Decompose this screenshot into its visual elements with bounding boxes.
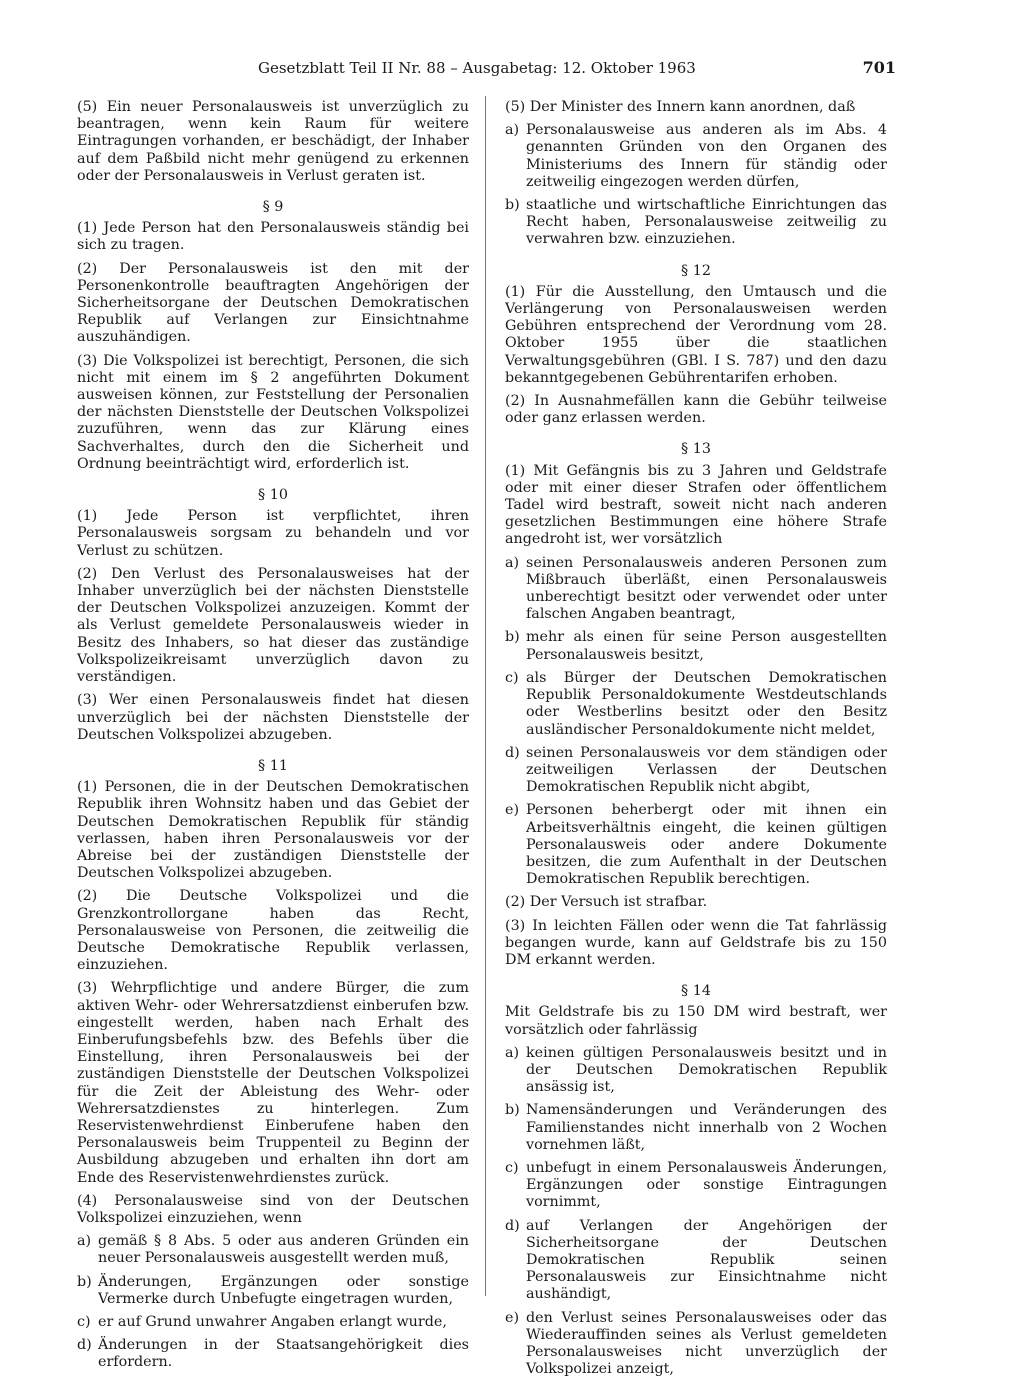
section-heading: § 14	[681, 983, 711, 1000]
paragraph: (1) Für die Ausstellung, den Umtausch und die Verlängerung von Personalausweisen werden Gebühren entsprechend der Verordnung vom 28. Oktober 1955 über die staatlichen Verwaltungsgebühren (GBl. I S. 787) und den dazu bekanntgegebenen Gebührentarifen erhoben.	[505, 283, 887, 386]
item-list	[77, 1233, 469, 1371]
list-item	[505, 1310, 887, 1379]
paragraph: (5) Ein neuer Personalausweis ist unverzüglich zu beantragen, wenn kein Raum für weitere Eintragungen vorhanden, er beschädigt, der Inhaber auf dem Paßbild nicht mehr genügend zu erkennen oder der Personalausweis in Verlust geraten ist.	[77, 99, 469, 184]
item-label: a)	[505, 554, 520, 571]
item-label: c)	[77, 1314, 91, 1330]
item-label: d)	[505, 744, 520, 761]
item-label: b)	[505, 629, 520, 646]
list-item	[505, 1045, 887, 1097]
item-text: Personen beherbergt oder mit ihnen ein Arbeitsverhältnis eingeht, die keinen gültigen Personalausweis oder andere Dokumente besitzen, die zum Aufenthalt in der Deutschen Demokratischen Republik berechtigen.	[526, 802, 887, 888]
list-item	[77, 1274, 469, 1308]
item-label: b)	[505, 1102, 520, 1119]
list-item	[505, 670, 887, 739]
item-label: b)	[77, 1273, 92, 1290]
list-item	[77, 1314, 469, 1331]
list-item	[505, 629, 887, 663]
paragraph: (2) In Ausnahmefällen kann die Gebühr teilweise oder ganz erlassen werden.	[505, 393, 887, 427]
item-text: mehr als einen für seine Person ausgestellten Personalausweis besitzt,	[526, 629, 887, 663]
paragraph: (5) Der Minister des Innern kann anordnen, daß	[505, 99, 856, 115]
paragraph: (2) Den Verlust des Personalausweises hat der Inhaber unverzüglich bei der nächsten Dienststelle der Deutschen Volkspolizei anzuzeigen. Kommt der als Verlust gemeldete Personalausweis wieder in Besitz des Inhabers, so hat dieser das zuständige Volkspolizeikreisamt unverzüglich davon zu verständigen.	[77, 565, 469, 686]
left-column	[77, 97, 469, 1378]
list-item	[505, 122, 887, 191]
paragraph: (2) Die Deutsche Volkspolizei und die Grenzkontrollorgane haben das Recht, Personalausweise von Personen, die zeitweilig die Deutsche Demokratische Republik verlassen, einzuziehen.	[77, 888, 469, 974]
list-item	[505, 802, 887, 888]
item-label: d)	[77, 1337, 92, 1354]
section-heading: § 13	[681, 441, 711, 458]
paragraph: (3) Wer einen Personalausweis findet hat diesen unverzüglich bei der nächsten Dienststelle der Deutschen Volkspolizei abzugeben.	[77, 692, 469, 743]
item-text: seinen Personalausweis anderen Personen zum Mißbrauch überläßt, einen Personalausweis unberechtigt besitzt oder verwendet oder unter falschen Angaben beantragt,	[526, 554, 887, 623]
column-divider	[485, 96, 486, 1296]
item-list	[505, 122, 887, 248]
paragraph: (3) In leichten Fällen oder wenn die Tat fahrlässig begangen wurde, kann auf Geldstrafe bis zu 150 DM erkannt werden.	[505, 917, 887, 968]
item-text: unbefugt in einem Personalausweis Änderungen, Ergänzungen oder sonstige Eintragungen vornimmt,	[526, 1159, 887, 1211]
paragraph: (3) Die Volkspolizei ist berechtigt, Personen, die sich nicht mit einem im § 2 angeführten Dokument ausweisen können, zur Feststellung der Personalien der nächsten Dienststelle der Deutschen Volkspolizei zuzuführen, wenn das zur Klärung eines Sachverhaltes, durch den die Sicherheit und Ordnung beeinträchtigt wird, erforderlich ist.	[77, 352, 469, 472]
list-item	[505, 555, 887, 624]
item-text: den Verlust seines Personalausweises oder das Wiederauffinden seines als Verlust gemeldeten Personalausweises nicht unverzüglich der Volkspolizei anzeigt,	[526, 1309, 887, 1378]
item-text: Änderungen in der Staatsangehörigkeit dies erfordern.	[98, 1337, 469, 1371]
item-label: c)	[505, 1159, 519, 1176]
list-item	[505, 1160, 887, 1212]
item-label: e)	[505, 802, 520, 819]
item-list	[505, 555, 887, 889]
paragraph: (3) Wehrpflichtige und andere Bürger, die zum aktiven Wehr- oder Wehrersatzdienst einberufen bzw. eingestellt werden, haben nach Erhalt des Einberufungsbefehls bzw. des Befehls über die Einstellung, ihren Personalausweis bei der zuständigen Dienststelle der Deutschen Volkspolizei für die Zeit der Ableistung des Wehr- oder Wehrersatzdienstes zu hinterlegen. Zum Reservistenwehrdienst Einberufene haben den Personalausweis beim Truppenteil zu Beginn der Ausbildung abzugeben und erhalten ihn dort am Ende des Reservistenwehrdienstes zurück.	[77, 980, 469, 1186]
item-label: b)	[505, 197, 520, 214]
list-item	[505, 745, 887, 797]
item-label: e)	[505, 1309, 520, 1326]
paragraph: (1) Personen, die in der Deutschen Demokratischen Republik ihren Wohnsitz haben und das Gebiet der Deutschen Demokratischen Republik für ständig verlassen, haben ihren Personalausweis vor der Abreise bei der zuständigen Dienststelle der Deutschen Volkspolizei abzugeben.	[77, 779, 469, 882]
item-text: Namensänderungen und Veränderungen des Familienstandes nicht innerhalb von 2 Wochen vornehmen läßt,	[526, 1102, 887, 1153]
item-label: a)	[77, 1233, 92, 1250]
item-text: seinen Personalausweis vor dem ständigen oder zeitweiligen Verlassen der Deutschen Demokratischen Republik nicht abgibt,	[526, 744, 887, 796]
item-label: d)	[505, 1217, 520, 1234]
item-list	[505, 1045, 887, 1379]
list-item	[77, 1337, 469, 1371]
item-text: gemäß § 8 Abs. 5 oder aus anderen Gründen ein neuer Personalausweis ausgestellt werden muß,	[98, 1233, 469, 1267]
paragraph: (1) Jede Person ist verpflichtet, ihren Personalausweis sorgsam zu behandeln und vor Verlust zu schützen.	[77, 508, 469, 559]
item-text: er auf Grund unwahrer Angaben erlangt wurde,	[98, 1314, 447, 1330]
item-text: Personalausweise aus anderen als im Abs. 4 genannten Gründen von den Organen des Ministeriums des Innern für ständig oder zeitweilig eingezogen werden dürfen,	[526, 122, 887, 190]
page-number: 701	[862, 58, 896, 77]
item-label: a)	[505, 1044, 520, 1061]
section-heading: § 10	[258, 487, 288, 504]
item-text: Änderungen, Ergänzungen oder sonstige Vermerke durch Unbefugte eingetragen wurden,	[98, 1273, 469, 1307]
paragraph: (4) Personalausweise sind von der Deutschen Volkspolizei einzuziehen, wenn	[77, 1192, 469, 1226]
paragraph: (2) Der Personalausweis ist den mit der Personenkontrolle beauftragten Angehörigen der Sicherheitsorgane der Deutschen Demokratischen Republik auf Verlangen zur Einsichtnahme auszuhändigen.	[77, 260, 469, 346]
item-text: als Bürger der Deutschen Demokratischen Republik Personaldokumente Westdeutschlands oder Westberlins besitzt oder den Besitz ausländischer Personaldokumente nicht meldet,	[526, 669, 887, 738]
section-heading: § 11	[258, 757, 288, 774]
item-text: staatliche und wirtschaftliche Einrichtungen das Recht haben, Personalausweise zeitweilig zu verwahren bzw. einzuziehen.	[526, 197, 887, 248]
list-item	[77, 1233, 469, 1267]
list-item	[505, 1102, 887, 1154]
item-text: keinen gültigen Personalausweis besitzt und in der Deutschen Demokratischen Republik ansässig ist,	[526, 1044, 887, 1096]
header-title: Gesetzblatt Teil II Nr. 88 – Ausgabetag: 12. Oktober 1963	[258, 59, 696, 77]
paragraph: (1) Jede Person hat den Personalausweis ständig bei sich zu tragen.	[77, 220, 469, 254]
item-label: a)	[505, 122, 520, 139]
section-heading: § 12	[681, 262, 711, 279]
paragraph: (1) Mit Gefängnis bis zu 3 Jahren und Geldstrafe oder mit einer dieser Strafen oder öffentlichem Tadel wird bestraft, soweit nicht nach anderen gesetzlichen Bestimmungen eine höhere Strafe angedroht ist, wer vorsätzlich	[505, 462, 887, 548]
list-item	[505, 197, 887, 249]
item-label: c)	[505, 669, 519, 686]
section-heading: § 9	[262, 199, 284, 216]
paragraph: Mit Geldstrafe bis zu 150 DM wird bestraft, wer vorsätzlich oder fahrlässig	[505, 1004, 887, 1038]
right-column	[505, 97, 887, 1384]
paragraph: (2) Der Versuch ist strafbar.	[505, 894, 708, 911]
list-item	[505, 1218, 887, 1304]
item-text: auf Verlangen der Angehörigen der Sicherheitsorgane der Deutschen Demokratischen Republik seinen Personalausweis zur Einsichtnahme nicht aushändigt,	[526, 1217, 887, 1303]
